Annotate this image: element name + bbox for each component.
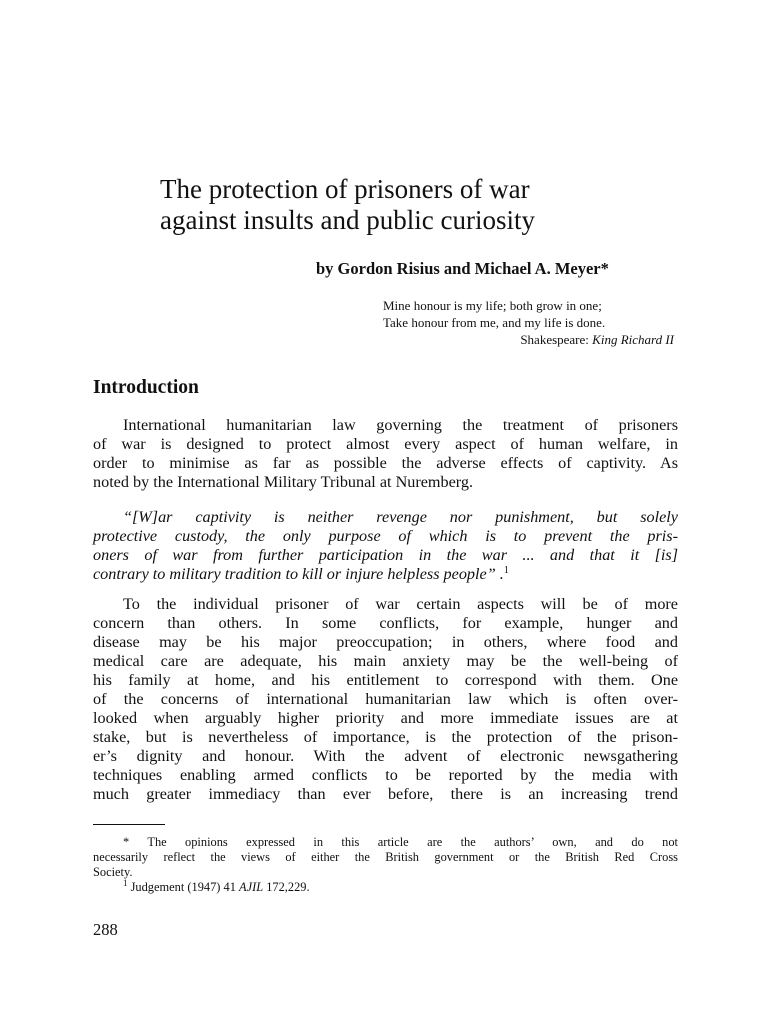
text-line: stake, but is nevertheless of importance, is the protection of the prison- bbox=[93, 728, 678, 746]
footnote-line: Society. bbox=[93, 865, 133, 879]
footnote-line: necessarily reflect the views of either the British government or the British Red Cross bbox=[93, 850, 678, 864]
footnotes bbox=[93, 835, 678, 895]
section-heading: Introduction bbox=[93, 377, 199, 398]
quote-line: oners of war from further participation in the war ... and that it [is] bbox=[93, 546, 678, 564]
text-line: techniques enabling armed conflicts to be reported by the media with bbox=[93, 766, 678, 784]
paragraph-intro bbox=[93, 416, 678, 492]
text-line: order to minimise as far as possible the adverse effects of captivity. As bbox=[93, 454, 678, 472]
quote-text: contrary to military tradition to kill or injure helpless people” . bbox=[93, 565, 504, 583]
footnote-1 bbox=[93, 880, 678, 895]
epigraph-source bbox=[383, 331, 679, 348]
text-line: of war is designed to protect almost every aspect of human welfare, in bbox=[93, 435, 678, 453]
epigraph-work: King Richard II bbox=[592, 332, 674, 347]
text-line: International humanitarian law governing the treatment of prisoners bbox=[123, 416, 678, 434]
epigraph-author: Shakespeare: bbox=[520, 332, 593, 347]
text-line: looked when arguably higher priority and more immediate issues are at bbox=[93, 709, 678, 727]
article-title-line: against insults and public curiosity bbox=[160, 205, 535, 235]
text-line: of the concerns of international humanitarian law which is often over- bbox=[93, 690, 678, 708]
footnote-divider bbox=[93, 824, 165, 825]
footnote-text: Judgement (1947) 41 bbox=[127, 880, 239, 894]
page-number: 288 bbox=[93, 920, 118, 939]
footnote-text: 172,229. bbox=[263, 880, 310, 894]
epigraph-line: Take honour from me, and my life is done. bbox=[383, 315, 606, 330]
text-line: medical care are adequate, his main anxiety may be the well-being of bbox=[93, 652, 678, 670]
text-line: his family at home, and his entitlement to correspond with them. One bbox=[93, 671, 678, 689]
text-line: noted by the International Military Tribunal at Nuremberg. bbox=[93, 473, 474, 491]
paragraph-body bbox=[93, 595, 678, 804]
epigraph-line: Mine honour is my life; both grow in one; bbox=[383, 298, 602, 313]
block-quote bbox=[93, 508, 678, 584]
quote-line: protective custody, the only purpose of which is to prevent the pris- bbox=[93, 527, 678, 545]
article-title bbox=[160, 174, 630, 236]
footnote-marker: 1 bbox=[123, 878, 128, 888]
epigraph bbox=[383, 297, 679, 348]
article-title-line: The protection of prisoners of war bbox=[160, 174, 530, 204]
footnote-ref: 1 bbox=[503, 565, 509, 576]
quote-line: “[W]ar captivity is neither revenge nor punishment, but solely bbox=[123, 508, 678, 526]
text-line: much greater immediacy than ever before, there is an increasing trend bbox=[93, 785, 678, 803]
text-line: er’s dignity and honour. With the advent of electronic newsgathering bbox=[93, 747, 678, 765]
author-byline: by Gordon Risius and Michael A. Meyer* bbox=[316, 259, 609, 278]
text-line: concern than others. In some conflicts, for example, hunger and bbox=[93, 614, 678, 632]
text-line: To the individual prisoner of war certain aspects will be of more bbox=[123, 595, 678, 613]
footnote-line: * The opinions expressed in this article are the authors’ own, and do not bbox=[123, 835, 678, 849]
quote-line bbox=[93, 565, 678, 584]
text-line: disease may be his major preoccupation; in others, where food and bbox=[93, 633, 678, 651]
footnote-journal: AJIL bbox=[239, 880, 264, 894]
